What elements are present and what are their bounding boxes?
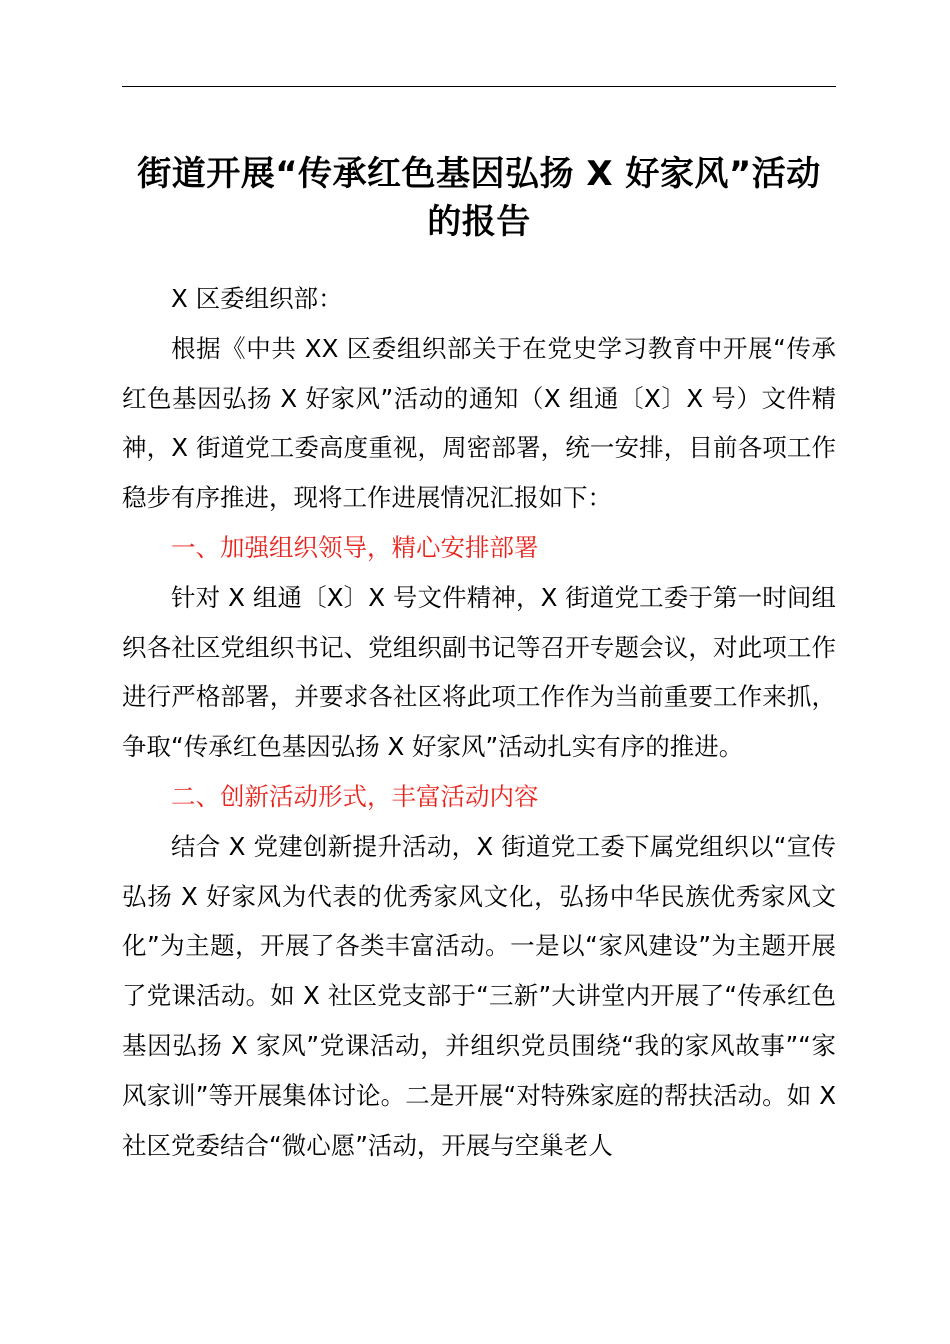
header-rule: [122, 86, 836, 87]
title-line-2: 的报告: [427, 202, 531, 242]
section-heading-2: 二、创新活动形式，丰富活动内容: [171, 781, 539, 811]
document-body: [122, 274, 836, 1170]
title-line-1: 街道开展“传承红色基因弘扬 X 好家风”活动: [137, 154, 821, 194]
salutation: X 区委组织部：: [171, 284, 343, 313]
section-body-2: 结合 X 党建创新提升活动，X 街道党工委下属党组织以“宣传弘扬 X 好家风为代表的优秀家风文化，弘扬中华民族优秀家风文化”为主题，开展了各类丰富活动。一是以“家风建设”为主题开展了党课活动。如 X 社区党支部于“三新”大讲堂内开展了“传承红色基因弘扬 X 家风”党课活动，并组织党员围绕“我的家风故事”“家风家训”等开展集体讨论。二是开展“对特殊家庭的帮扶活动。如 X 社区党委结合“微心愿”活动，开展与空巢老人: [122, 831, 836, 1160]
intro-paragraph: 根据《中共 XX 区委组织部关于在党史学习教育中开展“传承红色基因弘扬 X 好家风”活动的通知（X 组通〔X〕X 号）文件精神，X 街道党工委高度重视，周密部署，统一安排，目前各项工作稳步有序推进，现将工作进展情况汇报如下：: [122, 333, 836, 513]
section-body-1: 针对 X 组通〔X〕X 号文件精神，X 街道党工委于第一时间组织各社区党组织书记、党组织副书记等召开专题会议，对此项工作进行严格部署，并要求各社区将此项工作作为当前重要工作来抓，争取“传承红色基因弘扬 X 好家风”活动扎实有序的推进。: [122, 582, 836, 762]
document-title: [122, 150, 836, 246]
section-heading-1: 一、加强组织领导，精心安排部署: [171, 532, 539, 562]
